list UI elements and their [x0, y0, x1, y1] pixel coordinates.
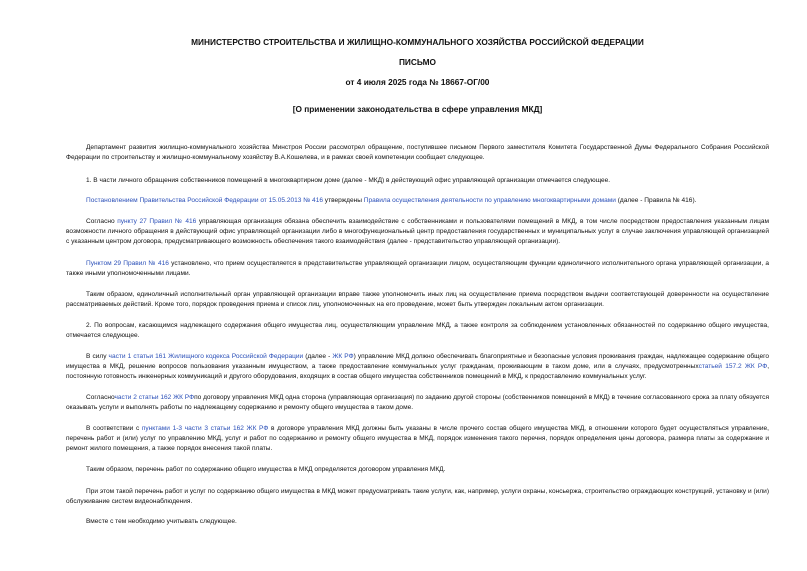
paragraph: [66, 321, 769, 341]
link-zhk-162-3[interactable]: пунктами 1-3 части 3 статьи 162 ЖК РФ: [141, 425, 269, 432]
paragraph-text: (далее - Правила № 416).: [615, 197, 697, 204]
paragraph: [66, 217, 769, 248]
paragraph-text: Таким образом, перечень работ по содержанию общего имущества в МКД определяется договором управления МКД.: [86, 466, 446, 473]
ministry-title: МИНИСТЕРСТВО СТРОИТЕЛЬСТВА И ЖИЛИЩНО-КОММУНАЛЬНОГО ХОЗЯЙСТВА РОССИЙСКОЙ ФЕДЕРАЦИИ: [191, 37, 644, 47]
paragraph-text: Вместе с тем необходимо учитывать следующее.: [86, 518, 237, 525]
paragraph: [66, 143, 769, 163]
link-pravila-upravleniya[interactable]: Правила осуществления деятельности по управлению многоквартирными домами: [363, 197, 616, 204]
paragraph-text: Таким образом, единоличный исполнительный орган управляющей организации вправе также уполномочить иных лиц на осуществление приема посредством выдачи соответствующей доверенности на осуществление рассматриваемых действий. Кроме того, порядок проведения приема и список лиц, уполномоченных на его проведение, может быть утвержден локальным актом организации.: [66, 291, 769, 309]
link-punkt-29[interactable]: Пунктом 29 Правил № 416: [86, 260, 169, 267]
paragraph-text: управляющая организация обязана обеспечить взаимодействие с собственниками и пользователями помещений в МКД, в том числе посредством предоставления указанным лицам возможности личного обращения в действующий офис управляющей организации либо в многофункциональный центр предоставления государственных и муниципальных услуг в случае заключения управляющей организацией с указанным центром договора, предусматривающего возможность обеспечения такого взаимодействия (далее - представительство управляющей организации).: [66, 218, 769, 246]
paragraph: [66, 176, 769, 186]
link-punkt-27[interactable]: пункту 27 Правил № 416: [117, 218, 197, 225]
link-postanovlenie-416[interactable]: Постановлением Правительства Российской Федерации от 15.05.2013 № 416: [86, 197, 323, 204]
paragraph: [66, 517, 769, 527]
paragraph-text: , постоянную готовность инженерных коммуникаций и другого оборудования, входящих в состав общего имущества собственников помещений в МКД, к предоставлению коммунальных услуг.: [66, 363, 770, 381]
paragraph: [66, 352, 769, 383]
paragraph-text: Согласно: [86, 218, 118, 225]
link-zhk-162-2[interactable]: части 2 статьи 162 ЖК РФ: [114, 394, 195, 401]
paragraph-text: утверждены: [322, 197, 364, 204]
paragraph: [66, 424, 769, 455]
paragraph: [66, 290, 769, 310]
document-date-number: от 4 июля 2025 года № 18667-ОГ/00: [345, 77, 490, 87]
paragraph-text: 2. По вопросам, касающимся надлежащего содержания общего имущества лиц, осуществляющим управление МКД, а также контроля за соблюдением установленных обязанностей по содержанию общего имущества, отмечается следующее.: [66, 322, 769, 340]
paragraph-text: Согласно: [86, 394, 115, 401]
paragraph-text: При этом такой перечень работ и услуг по содержанию общего имущества в МКД может предусматривать такие услуги, как, например, услуги охраны, консьержа, строительство ограждающих конструкций, установку и (или) обслуживание систем видеонаблюдения.: [66, 488, 769, 506]
paragraph-text: (далее -: [303, 353, 333, 360]
link-zhk-rf[interactable]: ЖК РФ: [332, 353, 354, 360]
paragraph-text: в договоре управления МКД должны быть указаны в числе прочего состав общего имущества МКД, в отношении которого будет осуществляться управление, перечень работ и (или) услуг по управлению МКД, услуг и работ по содержанию и ремонту общего имущества в МКД, порядок изменения такого перечня, порядок определения цены договора, размера платы за содержание и ремонт жилого помещения, а также порядок внесения такой платы.: [66, 425, 769, 453]
paragraph-text: В силу: [86, 353, 109, 360]
paragraph: [66, 393, 769, 413]
paragraph-text: Департамент развития жилищно-коммунального хозяйства Минстроя России рассмотрел обращение, поступившее письмом Первого заместителя Комитета Государственной Думы Федерального Собрания Российской Федерации по строительству и жилищно-коммунальному хозяйству В.А.Кошелева, и в рамках своей компетенции сообщает следующее.: [66, 144, 769, 162]
paragraph: [66, 487, 769, 507]
paragraph-text: В соответствии с: [86, 425, 142, 432]
paragraph-text: ) управление МКД должно обеспечивать благоприятные и безопасные условия проживания граждан, надлежащее содержание общего имущества в МКД, решение вопросов пользования указанным имуществом, а также предоставление коммунальных услуг гражданам, проживающим в таком доме, или в случаях, предусмотренных: [66, 353, 770, 371]
paragraph: [66, 196, 769, 206]
paragraph-text: 1. В части личного обращения собственников помещений в многоквартирном доме (далее - МКД) в действующий офис управляющей организации отмечается следующее.: [86, 177, 611, 184]
link-zhk-161[interactable]: части 1 статьи 161 Жилищного кодекса Российской Федерации: [108, 353, 304, 360]
link-zhk-157-2[interactable]: статьей 157.2 ЖК РФ: [698, 363, 768, 371]
document-subject: [О применении законодательства в сфере управления МКД]: [292, 104, 543, 114]
paragraph-text: по договору управления МКД одна сторона (управляющая организация) по заданию другой стороны (собственников помещений в МКД) в течение согласованного срока за плату обязуется оказывать услуги и выполнять работы по надлежащему содержанию и ремонту общего имущества в таком доме.: [66, 394, 770, 412]
paragraph-text: установлено, что прием осуществляется в представительстве управляющей организации лицом, осуществляющим функции единоличного исполнительного органа управляющей организации, а также иными уполномоченными лицами.: [66, 260, 770, 278]
document-type: ПИСЬМО: [398, 57, 437, 67]
paragraph: [66, 465, 769, 475]
paragraph: [66, 259, 769, 279]
